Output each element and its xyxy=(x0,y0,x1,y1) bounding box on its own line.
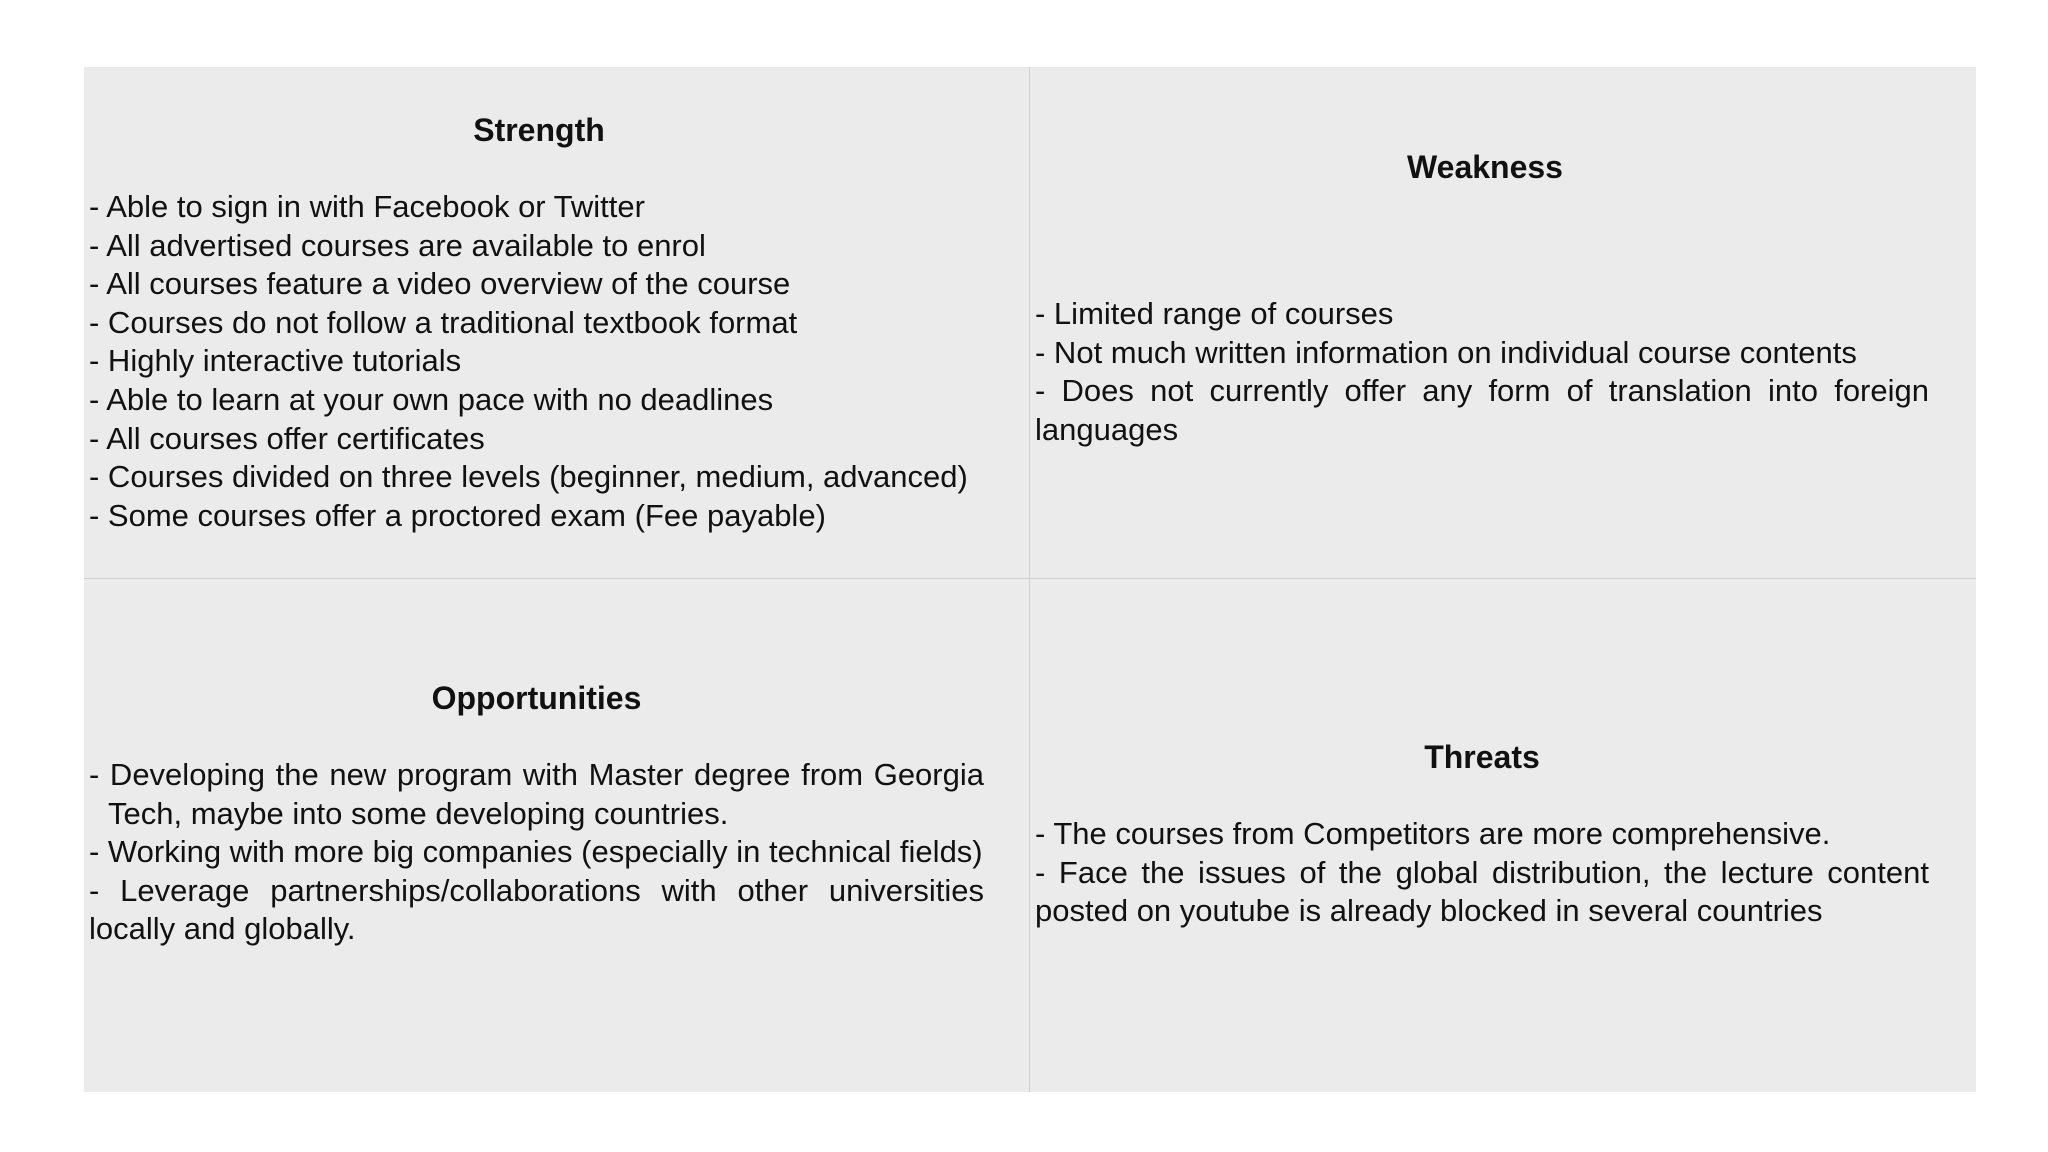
opportunities-content xyxy=(89,678,984,949)
threats-heading: Threats xyxy=(1424,739,1540,775)
list-item: - Courses do not follow a traditional textbook format xyxy=(89,304,798,340)
list-item: - Able to learn at your own pace with no deadlines xyxy=(89,381,774,417)
strength-content xyxy=(89,110,989,535)
swot-grid xyxy=(84,67,1976,1092)
weakness-content xyxy=(1035,147,1935,449)
list-item: - Highly interactive tutorials xyxy=(89,343,462,379)
opportunities-list xyxy=(89,756,984,949)
opportunities-quadrant xyxy=(84,579,1030,1092)
list-item: - All courses offer certificates xyxy=(89,420,485,456)
list-item: - Some courses offer a proctored exam (Fee payable) xyxy=(89,497,826,533)
list-item: - Courses divided on three levels (beginner, medium, advanced) xyxy=(89,459,968,495)
list-item: - Working with more big companies (especially in technical fields) xyxy=(89,834,983,870)
threats-content xyxy=(1035,737,1929,931)
list-item: - Does not currently offer any form of translation into foreign languages xyxy=(1035,373,1929,447)
list-item: - Limited range of courses xyxy=(1035,296,1394,331)
weakness-list xyxy=(1035,295,1929,449)
list-item: - The courses from Competitors are more comprehensive. xyxy=(1035,816,1831,851)
list-item: - Developing the new program with Master degree from Georgia Tech, maybe into some developing countries. xyxy=(89,757,984,831)
list-item: - Able to sign in with Facebook or Twitter xyxy=(89,189,645,224)
strength-heading: Strength xyxy=(473,112,605,148)
list-item: - All advertised courses are available to enrol xyxy=(89,227,706,263)
list-item: - Leverage partnerships/collaborations with other universities locally and globally. xyxy=(89,872,984,947)
list-item: - Not much written information on individual course contents xyxy=(1035,334,1857,370)
list-item: - Face the issues of the global distribution, the lecture content posted on youtube is already blocked in several countries xyxy=(1035,854,1929,929)
weakness-heading: Weakness xyxy=(1407,149,1563,185)
strength-list xyxy=(89,188,989,535)
strength-quadrant xyxy=(84,67,1030,579)
threats-list xyxy=(1035,815,1929,931)
threats-quadrant xyxy=(1030,579,1976,1092)
list-item: - All courses feature a video overview of the course xyxy=(89,266,791,302)
opportunities-heading: Opportunities xyxy=(431,680,642,716)
weakness-quadrant xyxy=(1030,67,1976,579)
